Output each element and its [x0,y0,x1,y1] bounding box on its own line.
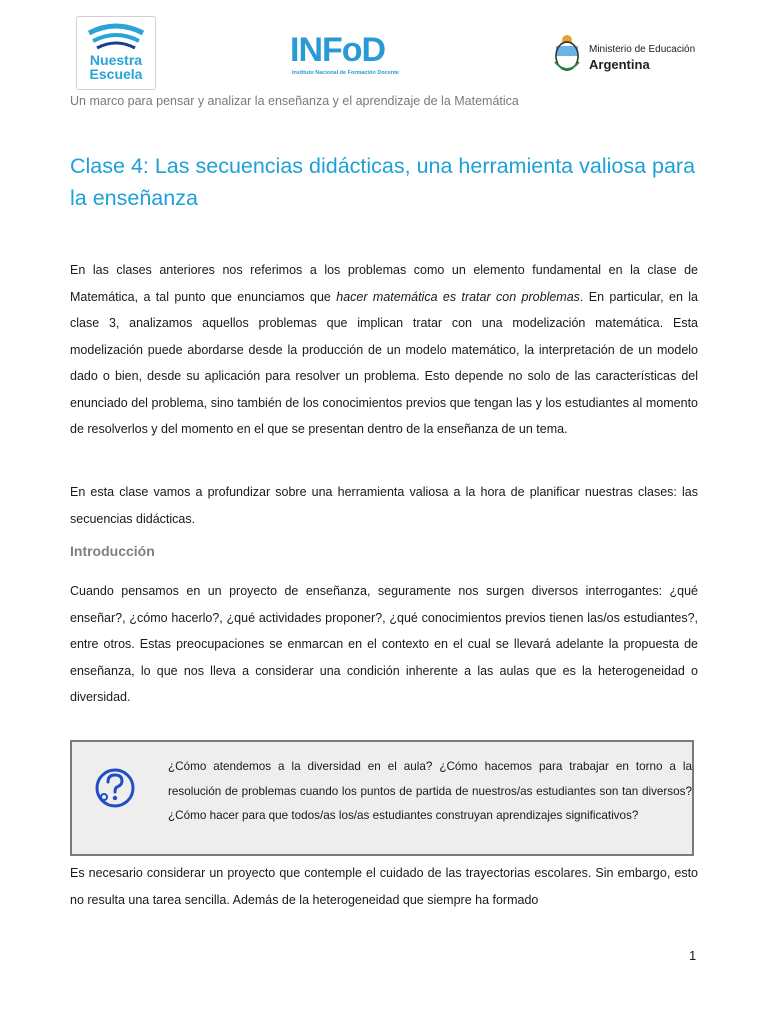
page-number: 1 [689,948,697,963]
paragraph-1-after: . En particular, en la clase 3, analizamos aquellos problemas que implican tratar con una modelización matemática. Esta modelización puede abordarse desde la producción de un modelo matemático, la interpretación de un modelo dado o bien, desde su aplicación para resolver un problema. Esto depende no solo de las características del enunciado del problema, sino también de los conocimientos previos que tengan las y los estudiantes al momento de resolverlos y del momento en el que se presentan dentro de la enseñanza de un tema. [70,289,699,436]
ministerio-line-2: Argentina [589,57,650,72]
coat-of-arms-icon [552,32,582,76]
paragraph-1-emphasis: hacer matemática es tratar con problemas [336,289,580,304]
logo-line-1: Nuestra [89,52,143,68]
infod-wordmark: INFoD [290,31,386,69]
paragraph-1 [70,257,698,443]
ministerio-logo [552,32,712,80]
nuestra-escuela-logo [76,16,156,90]
paragraph-3: Cuando pensamos en un proyecto de enseñanza, seguramente nos surgen diversos interrogantes: ¿qué enseñar?, ¿cómo hacerlo?, ¿qué actividades proponer?, ¿qué conocimientos previos tienen las/os estudiantes?, entre otros. Estas preocupaciones se enmarcan en el contexto en el cual se llevará adelante la propuesta de enseñanza, lo que nos lleva a considerar una condición inherente a las aulas que es la heterogeneidad o diversidad. [70,584,698,704]
page-header [0,0,768,96]
section-heading-introduccion: Introducción [70,543,155,559]
reflection-callout [70,740,694,856]
paragraph-4: Es necesario considerar un proyecto que contemple el cuidado de las trayectorias escolares. Sin embargo, esto no resulta una tarea sencilla. Además de la heterogeneidad que siempre ha formado [70,866,698,907]
document-subtitle: Un marco para pensar y analizar la enseñanza y el aprendizaje de la Matemática [70,94,519,108]
question-circle-icon [93,766,137,810]
callout-text: ¿Cómo atendemos a la diversidad en el aula? ¿Cómo hacemos para trabajar en torno a la resolución de problemas cuando los puntos de partida de nuestros/as estudiantes son tan diversos? ¿Cómo hacer para que todos/as los/as estudiantes construyan aprendizajes significativos? [168,760,692,822]
infod-subtitle: Instituto Nacional de Formación Docente [292,70,399,76]
infod-logo [290,32,420,82]
paragraph-1-before: En las clases anteriores nos referimos a los problemas como un elemento fundamental en la clase de Matemática, a tal punto que enunciamos que [70,263,698,304]
paragraph-2: En esta clase vamos a profundizar sobre una herramienta valiosa a la hora de planificar nuestras clases: las secuencias didácticas. [70,485,698,526]
page-title: Clase 4: Las secuencias didácticas, una herramienta valiosa para la enseñanza [70,154,696,210]
logo-line-2: Escuela [89,66,143,82]
ministerio-line-1: Ministerio de Educación [589,44,696,55]
nuestra-escuela-arcs-icon [85,21,147,55]
